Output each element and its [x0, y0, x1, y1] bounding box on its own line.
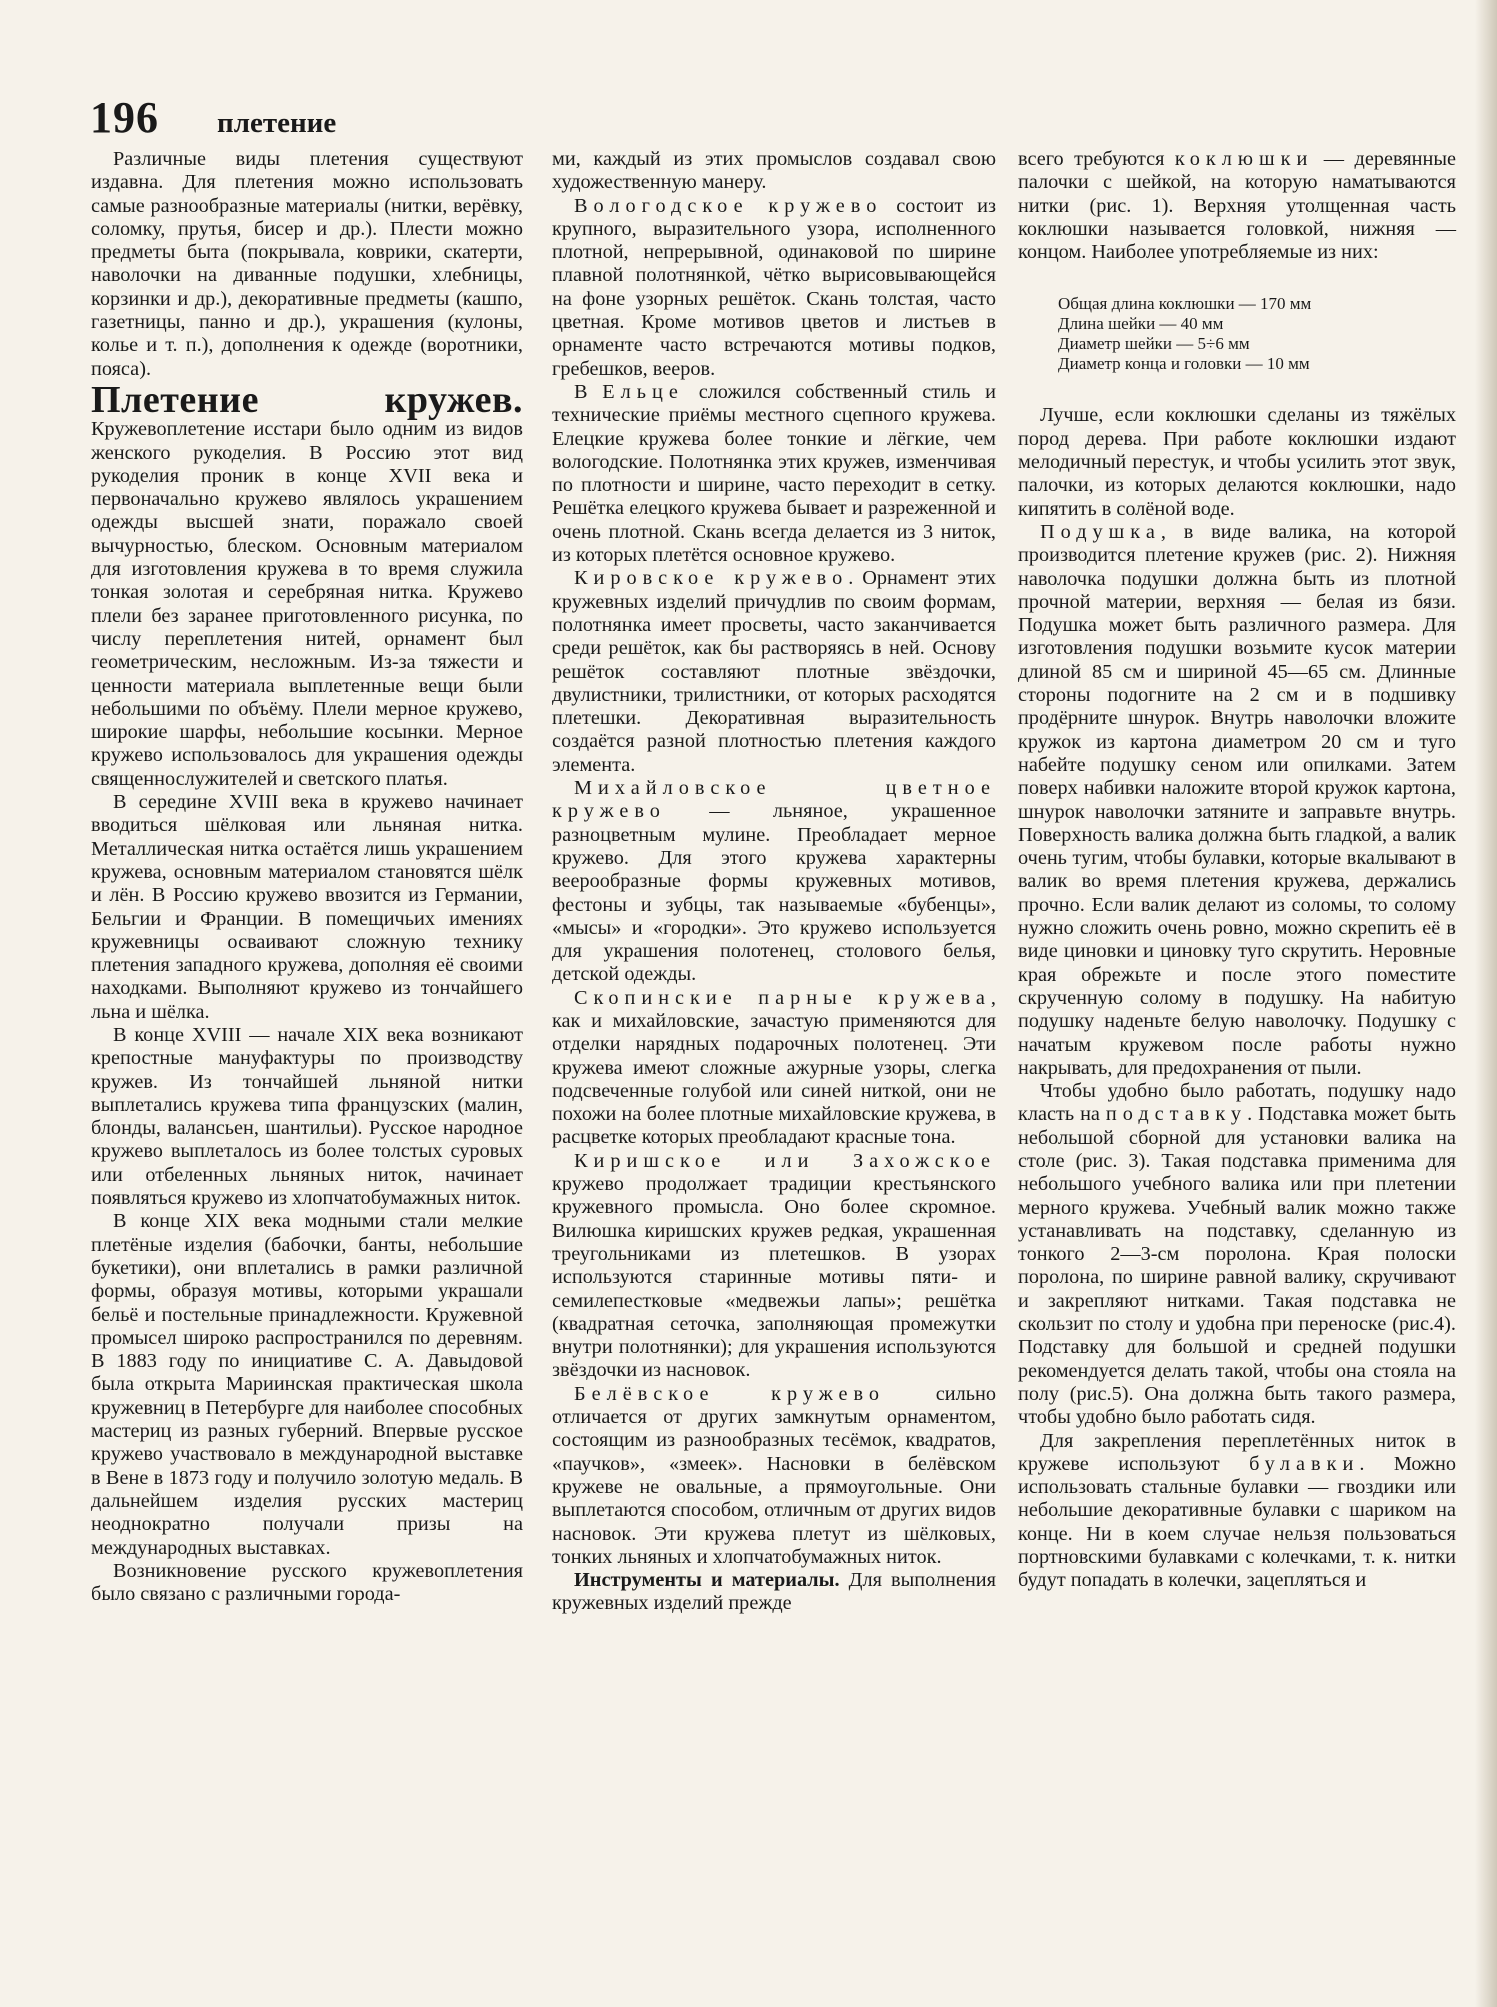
paragraph-kirov — [552, 567, 996, 777]
paragraph-text: Для выполнения кружевных изделий прежде — [552, 1569, 996, 1615]
paragraph: Различные виды плетения существуют издавна. Для плетения можно использовать самые разнообразные материалы (нитки, верёвку, соломку, прутья, бисер и др.). Плести можно предметы быта (покрывала, коврики, скатерти, наволочки на диванные подушки, хлебницы, корзинки и др.), декоративные предметы (кашпо, газетницы, панно и др.), украшения (кулоны, колье и т. п.), дополнения к одежде (воротники, пояса). — [91, 148, 523, 380]
paragraph: ми, каждый из этих промыслов создавал свою художественную манеру. — [552, 148, 996, 194]
paragraph-pillow — [1018, 521, 1456, 1080]
page-number: 196 — [90, 93, 159, 142]
paragraph: В середине XVIII века в кружево начинает вводиться шёлковая или льняная нитка. Металлическая нитка остаётся лишь украшением кружева, основным материалом становятся шёлк и лён. В Россию кружево ввозится из Германии, Бельгии и Франции. В помещичьих имениях кружевницы осваивают сложную технику плетения западного кружева, дополняя её своими находками. Выполняют кружево из тончайшего льна и шёлка. — [91, 791, 523, 1023]
term-kirish: Киришское или Захожское — [574, 1149, 996, 1172]
paragraph-kirish — [552, 1150, 996, 1383]
paragraph-text: сложился собственный стиль и технические приёмы местного сцепного кружева. Елецкие кружева более тонкие и лёгкие, чем вологодские. Полотнянка этих кружев, изменчивая по плотности и ширине, часто переходит в сетку. Решётка елецкого кружева бывает и разреженной и очень плотной. Скань всегда делается из 3 ниток, из которых плетётся основное кружево. — [552, 380, 996, 567]
paragraph-text: всего требуются — [1018, 148, 1175, 170]
paragraph-yelets — [552, 381, 996, 567]
subheading-tools: Инструменты и материалы. — [574, 1569, 840, 1592]
term-yelets: Ельце — [602, 380, 684, 403]
term-mikhailov: Михайловское цветное кружево — [552, 777, 996, 823]
paragraph-text: , в виде валика, на которой производится плетение кружев (рис. 2). Нижняя наволочка подушки должна быть из плотной прочной материи, верхняя — белая из бязи. Подушка может быть различного размера. Для изготовления подушки возьмите кусок материи длиной 85 см и шириной 45—65 см. Длинные стороны подогните на 2 см и в подшивку продёрните шнурок. Внутрь наволочки вложите кружок из картона диаметром 20 см и туго набейте подушку сеном или опилками. Затем поверх набивки наложите второй кружок картона, шнурок наволочки затяните и заправьте внутрь. Поверхность валика должна быть гладкой, а валик очень тугим, чтобы булавки, которые вкалывают в валик во время плетения кружева, держались прочно. Если валик делают из соломы, то солому нужно сложить очень ровно, можно скрепить её в виде циновки и циновку туго скрутить. Неровные края обрежьте и после этого поместите скрученную солому в подушку. На набитую подушку наденьте белую наволочку. Подушку с начатым кружевом после работы нужно накрывать, для предохранения от пыли. — [1018, 520, 1456, 1079]
spec-line: Диаметр конца и головки — 10 мм — [1058, 354, 1310, 374]
paragraph: Возникновение русского кружевоплетения было связано с различными города- — [91, 1559, 523, 1606]
term-vologda: Вологодское кружево — [574, 194, 883, 217]
paragraph-text: Для закрепления переплетённых ниток в кружеве используют — [1018, 1429, 1456, 1475]
paragraph-stand — [1018, 1080, 1456, 1429]
paragraph-text: — деревянные палочки с шейкой, на которую наматываются нитки (рис. 1). Верхняя утолщенная часть коклюшки называется головкой, нижняя — концом. Наиболее употребляемые из них: — [1018, 148, 1456, 264]
term-stand: подставку — [1105, 1103, 1248, 1126]
term-kirov: Кировское кружево — [574, 567, 849, 590]
term-pillow: Подушка — [1040, 520, 1161, 543]
spec-line: Диаметр шейки — 5÷6 мм — [1058, 334, 1250, 354]
paragraph-text: В — [574, 380, 603, 403]
term-belev: Белёвское кружево — [574, 1382, 886, 1405]
paragraph-mikhailov — [552, 777, 996, 987]
term-pins: булавки — [1249, 1452, 1360, 1475]
section-title: плетение — [217, 107, 337, 139]
bobbin-specs — [1058, 294, 1456, 374]
paragraph-text: Чтобы удобно было работать, подушку надо класть на — [1018, 1080, 1456, 1126]
paragraph: В конце XVIII — начале XIX века возникают крепостные мануфактуры по производству кружев. Из тончайшей льняной нитки выплетались кружева типа французских (малин, блонды, валансьен, шантильи). Русское народное кружево выплеталось из более толстых суровых или отбеленных льняных ниток, начинает появляться кружево из хлопчатобумажных ниток. — [91, 1023, 523, 1210]
paragraph-pins — [1018, 1430, 1456, 1593]
paragraph-text: Кружевоплетение исстари было одним из видов женского рукоделия. В Россию этот вид рукоделия проник в конце XVII века и первоначально кружево являлось украшением одежды высшей знати, поражало своей вычурностью, блеском. Основным материалом для изготовления кружева в то время служила тонкая золотая и серебряная нитка. Кружево плели без заранее приготовленного рисунка, по числу переплетения нитей, орнамент был геометрическим, несложным. Из-за тяжести и ценности материала выплетенные вещи были небольшими по объёму. Плели мерное кружево, широкие шарфы, небольшие косынки. Мерное кружево использовалось для украшения одежды священнослужителей и светского платья. — [91, 418, 523, 790]
paragraph-text: . Подставка может быть небольшой сборной для установки валика на столе (рис. 3). Такая подставка применима для небольшого учебного валика или при плетении мерного кружева. Учебный валик можно также устанавливать на подставку, сделанную из тонкого 2—3-см поролона. Края полоски поролона, по ширине равной валику, скручивают и закрепляют нитками. Такая подставка не скользит по столу и удобна при переноске (рис.4). Подставку для большой и средней подушки рекомендуется делать такой, чтобы она стояла на полу (рис.5). Она должна быть такого размера, чтобы удобно было работать сидя. — [1018, 1103, 1456, 1429]
paragraph-text: — льняное, украшенное разноцветным мулине. Преобладает мерное кружево. Для этого кружева характерны веерообразные формы кружевных мотивов, фестоны и зубцы, так называемые «бубенцы», «мысы» и «городки». Это кружево используется для украшения полотенец, столового белья, детской одежды. — [552, 800, 996, 986]
paragraph-text: состоит из крупного, выразительного узора, исполненного плотной, непрерывной, одинаковой по ширине плавной полотнянкой, чётко вырисовывающейся на фоне узорных решёток. Скань толстая, часто цветная. Кроме мотивов цветов и листьев в орнаменте часто встречаются мотивы подков, гребешков, вееров. — [552, 194, 997, 380]
paragraph-skopin — [552, 987, 996, 1150]
paragraph-text: . Можно использовать стальные булавки — гвоздики или небольшие декоративные булавки с шариком на конце. Ни в коем случае нельзя пользоваться портновскими булавками с колечками, т. к. нитки будут попадать в колечки, зацепляться и — [1018, 1452, 1457, 1592]
text-column-2 — [552, 148, 996, 1616]
term-bobbins: коклюшки — [1174, 148, 1314, 170]
page-edge-shadow — [1475, 0, 1497, 2007]
paragraph-text: , как и михайловские, зачастую применяются для отделки нарядных подарочных полотенец. Эти кружева имеют сложные ажурные узоры, слегка подсвеченные голубой или синей ниткой, они не похожи на более плотные михайловские кружева, в расцветке которых преобладают красные тона. — [552, 986, 996, 1149]
paragraph-vologda — [552, 195, 996, 381]
section-heading: Плетение кружев. — [91, 378, 523, 421]
paragraph-tools — [552, 1569, 996, 1616]
paragraph: Лучше, если коклюшки сделаны из тяжёлых пород дерева. При работе коклюшки издают мелодичный перестук, и чтобы усилить этот звук, палочки, из которых делаются коклюшки, надо кипятить в солёной воде. — [1018, 404, 1456, 520]
paragraph-text: сильно отличается от других замкнутым орнаментом, состоящим из разнообразных тесёмок, квадратов, «паучков», «змеек». Насновки в белёвском кружеве не овальные, а прямоугольные. Они выплетаются способом, отличным от других видов насновок. Эти кружева плетут из шёлковых, тонких льняных и хлопчатобумажных ниток. — [552, 1382, 996, 1568]
spec-line: Общая длина коклюшки — 170 мм — [1058, 294, 1312, 314]
paragraph-bobbins — [1018, 148, 1456, 264]
text-column-1 — [91, 148, 523, 1606]
page-header — [90, 92, 336, 143]
paragraph-text: . Орнамент этих кружевных изделий причудлив по своим формам, полотнянка имеет просветы, часто заканчивается среди решёток, как бы растворяясь в ней. Основу решёток составляют плотные звёздочки, двулистники, трилистники, от которых расходятся плетешки. Декоративная выразительность создаётся разной плотностью плетения каждого элемента. — [552, 567, 996, 776]
paragraph-belev — [552, 1383, 996, 1569]
paragraph-lace — [91, 378, 523, 791]
spec-line: Длина шейки — 40 мм — [1058, 314, 1224, 334]
paragraph-text: кружево продолжает традиции крестьянского кружевного промысла. Оно более скромное. Вилюшка киришских кружев редкая, украшенная треугольниками из плетешков. В узорах используются старинные мотивы пяти- и семилепестковые «медвежьи лапы»; решётка (квадратная сеточка, заполняющая промежутки внутри полотнянки); для украшения используются звёздочки из насновок. — [552, 1173, 996, 1382]
term-skopin: Скопинские парные кружева — [574, 986, 991, 1009]
paragraph: В конце XIX века модными стали мелкие плетёные изделия (бабочки, банты, небольшие букетики), они вплетались в рамки различной формы, образуя мотивы, которыми украшали бельё и постельные принадлежности. Кружевной промысел широко распространился по деревням. В 1883 году по инициативе С. А. Давыдовой была открыта Мариинская практическая школа кружевниц в Петербурге для наиболее способных мастериц из разных губерний. Впервые русское кружево участвовало в международной выставке в Вене в 1873 году и получило золотую медаль. В дальнейшем изделия русских мастериц неоднократно получали призы на международных выставках. — [91, 1210, 523, 1559]
text-column-3 — [1018, 148, 1456, 1593]
